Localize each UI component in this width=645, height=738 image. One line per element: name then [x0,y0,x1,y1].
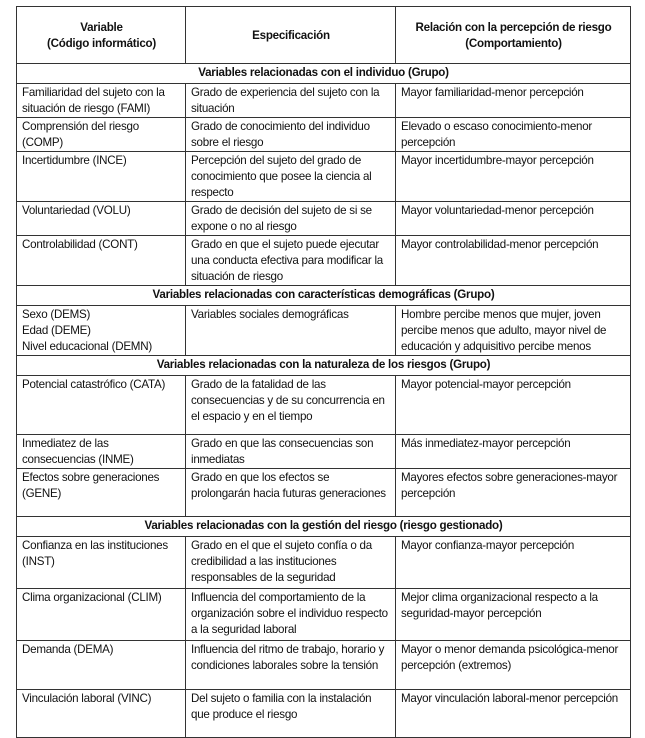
variable-cell: Potencial catastrófico (CATA) [17,376,186,435]
variable-cell: Voluntariedad (VOLU) [17,202,186,236]
header-line: (Código informático) [47,36,156,50]
group-row [17,64,631,84]
group-row [17,356,631,376]
header-line: Relación con la percepción de riesgo [415,20,612,34]
specification-cell: Influencia del comportamiento de la organización sobre el individuo respecto a la seguridad laboral [186,589,396,641]
relation-cell: Hombre percibe menos que mujer, joven percibe menos que adulto, mayor nivel de educación y adquisitivo percibe menos [396,306,631,356]
group-row [17,286,631,306]
relation-cell: Mayor familiaridad-menor percepción [396,84,631,118]
variable-cell: Incertidumbre (INCE) [17,152,186,202]
group-title: Variables relacionadas con características demográficas (Grupo) [17,286,631,306]
table-row [17,690,631,738]
variable-cell: Confianza en las instituciones (INST) [17,537,186,589]
table-row [17,537,631,589]
specification-cell: Grado en el que el sujeto confía o da credibilidad a las instituciones responsables de la seguridad [186,537,396,589]
variable-cell: Sexo (DEMS) Edad (DEME) Nivel educacional (DEMN) [17,306,186,356]
specification-cell: Percepción del sujeto del grado de conocimiento que posee la ciencia al respecto [186,152,396,202]
table-row [17,84,631,118]
specification-cell: Influencia del ritmo de trabajo, horario y condiciones laborales sobre la tensión [186,641,396,690]
table-row [17,641,631,690]
table-row [17,202,631,236]
relation-cell: Más inmediatez-mayor percepción [396,435,631,469]
specification-cell: Grado de experiencia del sujeto con la situación [186,84,396,118]
table-row [17,118,631,152]
header-variable [17,7,186,64]
specification-cell: Grado de la fatalidad de las consecuencias y de su concurrencia en el espacio y en el tiempo [186,376,396,435]
relation-cell: Mayor confianza-mayor percepción [396,537,631,589]
header-line: Especificación [252,28,330,42]
relation-cell: Mayor o menor demanda psicológica-menor percepción (extremos) [396,641,631,690]
group-row [17,517,631,537]
specification-cell: Variables sociales demográficas [186,306,396,356]
table-row [17,435,631,469]
variable-cell: Demanda (DEMA) [17,641,186,690]
table-row [17,469,631,517]
header-line: (Comportamiento) [465,36,562,50]
table-row [17,152,631,202]
relation-cell: Mejor clima organizacional respecto a la seguridad-mayor percepción [396,589,631,641]
table-row [17,589,631,641]
risk-perception-variables-table [16,6,631,738]
specification-cell: Del sujeto o familia con la instalación que produce el riesgo [186,690,396,738]
variable-cell: Inmediatez de las consecuencias (INME) [17,435,186,469]
group-title: Variables relacionadas con el individuo (Grupo) [17,64,631,84]
specification-cell: Grado en que el sujeto puede ejecutar una conducta efectiva para modificar la situación de riesgo [186,236,396,286]
specification-cell: Grado de conocimiento del individuo sobre el riesgo [186,118,396,152]
variable-cell: Efectos sobre generaciones (GENE) [17,469,186,517]
table-row [17,236,631,286]
variable-cell: Vinculación laboral (VINC) [17,690,186,738]
header-relacion [396,7,631,64]
relation-cell: Mayor voluntariedad-menor percepción [396,202,631,236]
variable-cell: Familiaridad del sujeto con la situación de riesgo (FAMI) [17,84,186,118]
table-header-row [17,7,631,64]
group-title: Variables relacionadas con la gestión del riesgo (riesgo gestionado) [17,517,631,537]
specification-cell: Grado en que las consecuencias son inmediatas [186,435,396,469]
header-especificacion [186,7,396,64]
specification-cell: Grado de decisión del sujeto de si se expone o no al riesgo [186,202,396,236]
relation-cell: Elevado o escaso conocimiento-menor percepción [396,118,631,152]
variable-cell: Controlabilidad (CONT) [17,236,186,286]
specification-cell: Grado en que los efectos se prolongarán hacia futuras generaciones [186,469,396,517]
relation-cell: Mayor controlabilidad-menor percepción [396,236,631,286]
header-line: Variable [80,20,123,34]
variable-cell: Comprensión del riesgo (COMP) [17,118,186,152]
relation-cell: Mayor incertidumbre-mayor percepción [396,152,631,202]
group-title: Variables relacionadas con la naturaleza de los riesgos (Grupo) [17,356,631,376]
relation-cell: Mayores efectos sobre generaciones-mayor percepción [396,469,631,517]
relation-cell: Mayor potencial-mayor percepción [396,376,631,435]
table-row [17,306,631,356]
table-row [17,376,631,435]
relation-cell: Mayor vinculación laboral-menor percepción [396,690,631,738]
variable-cell: Clima organizacional (CLIM) [17,589,186,641]
